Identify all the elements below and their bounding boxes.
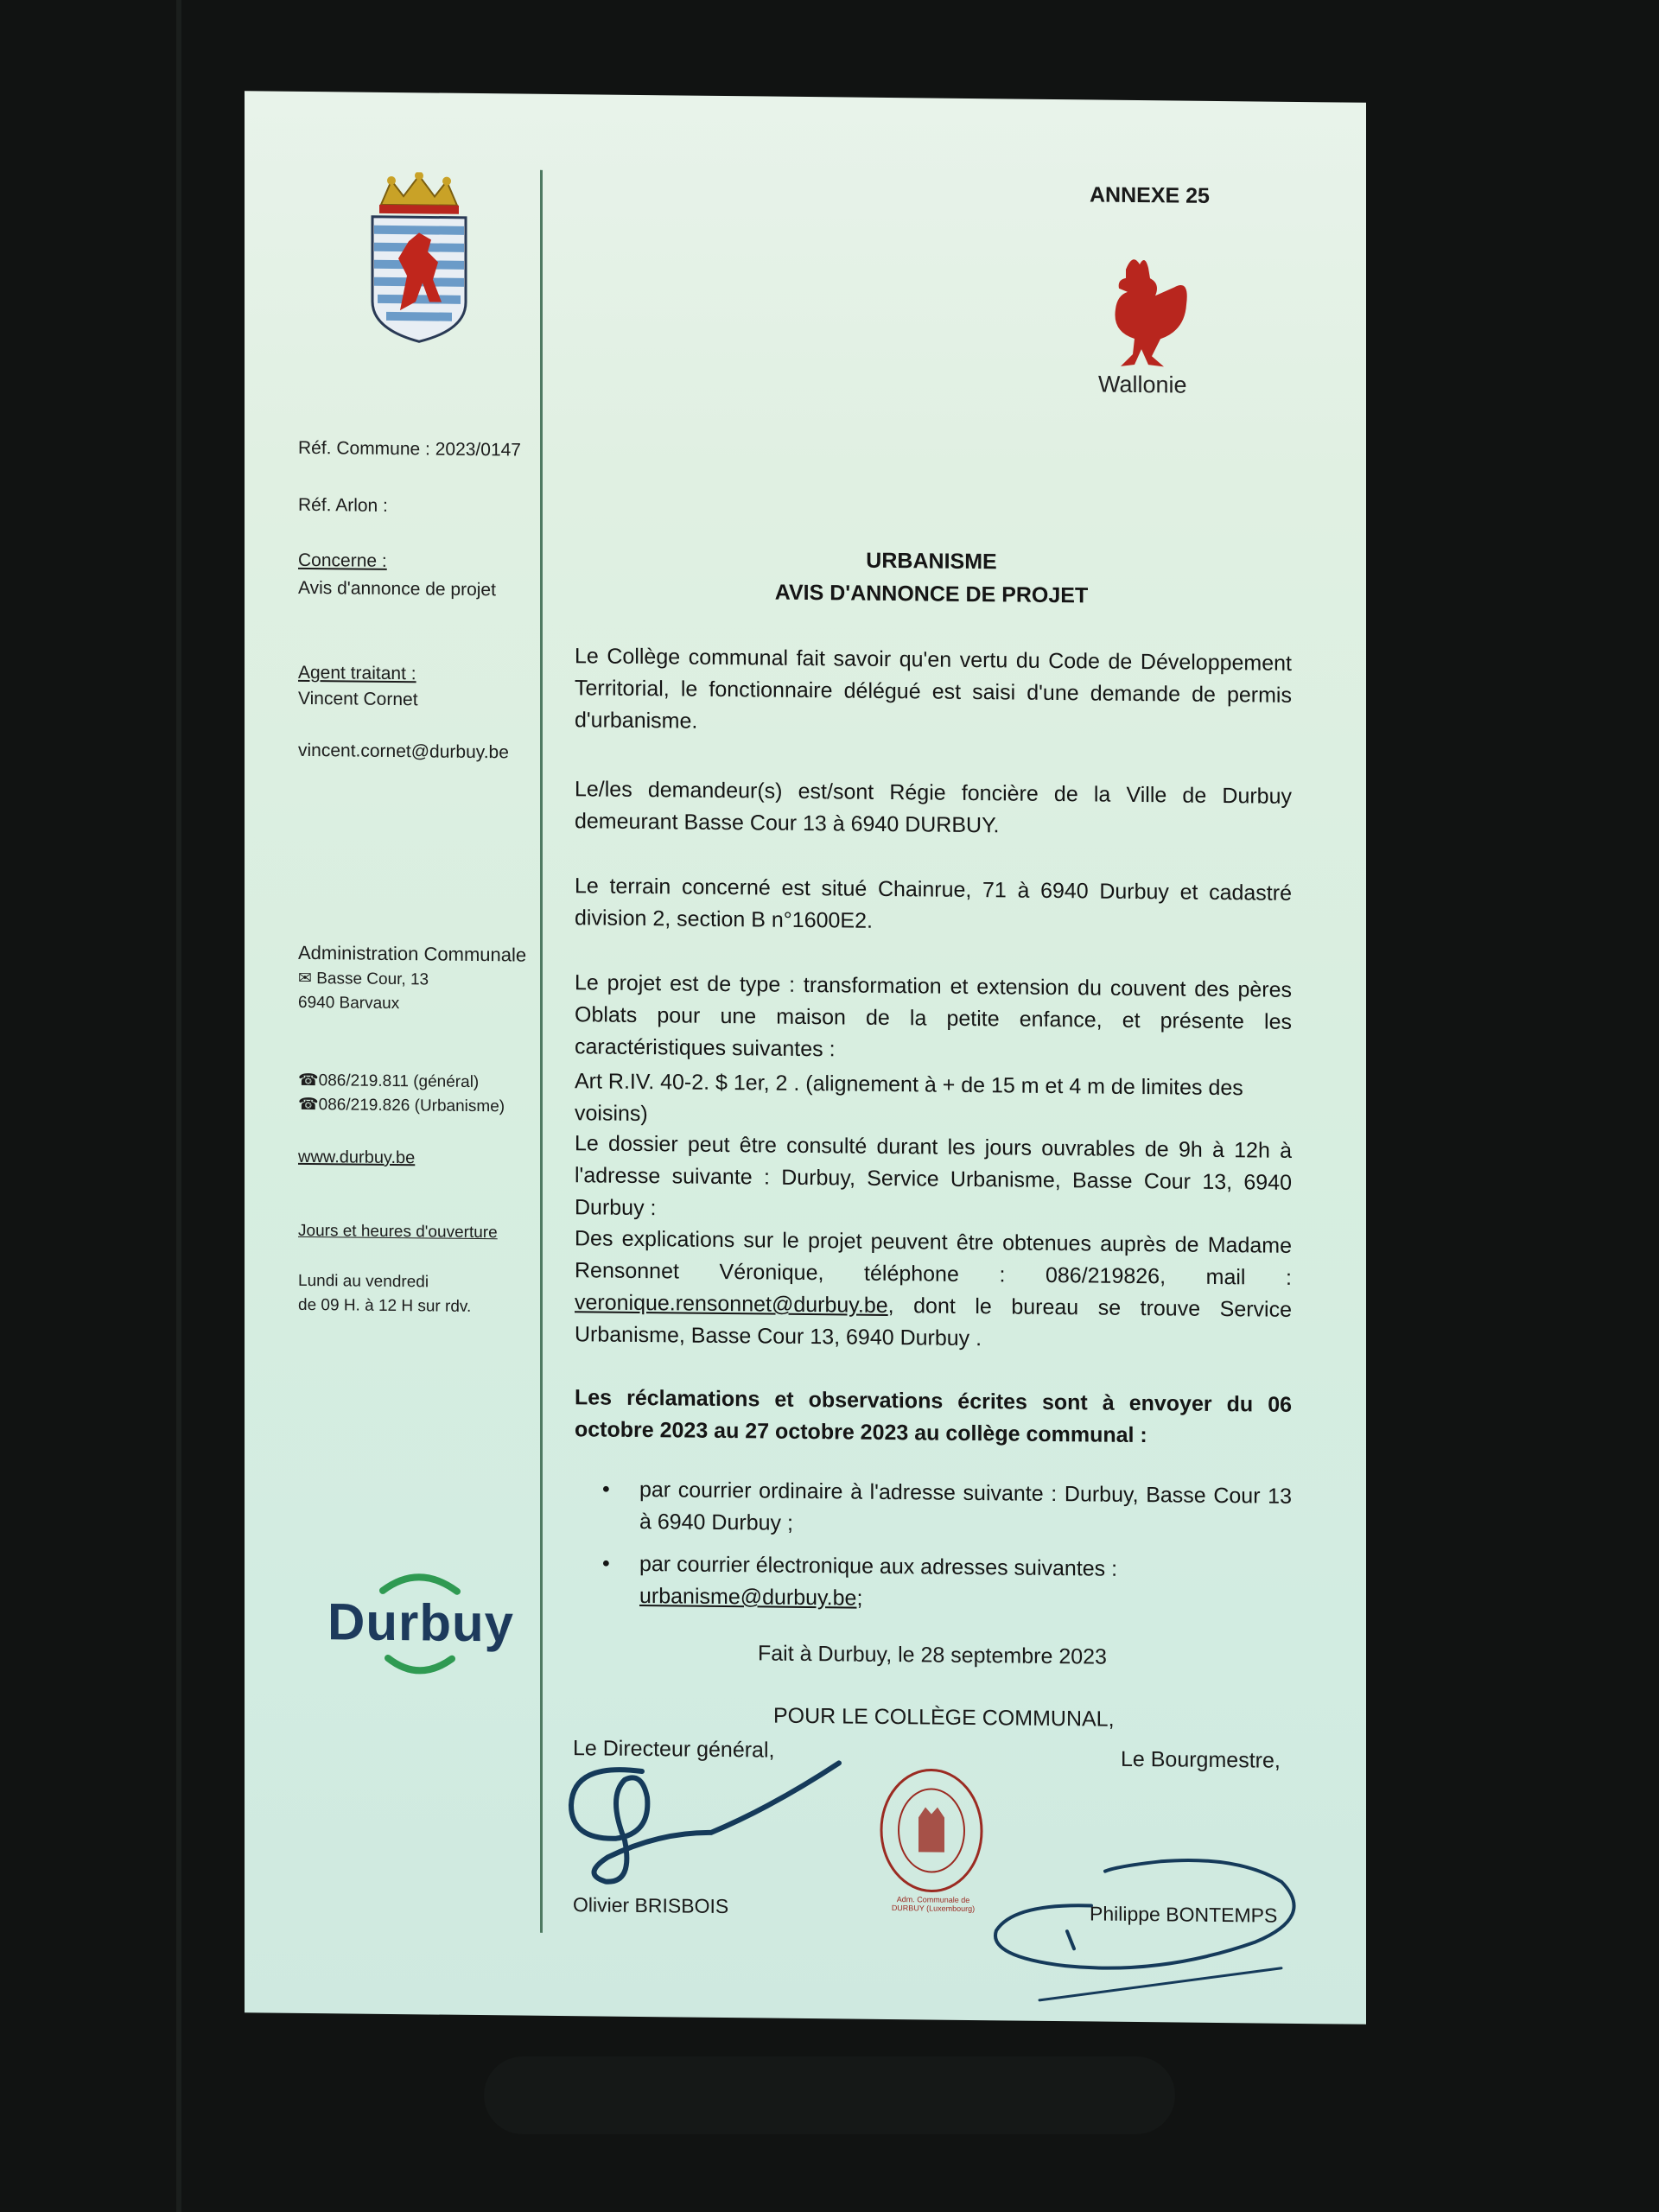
paragraph-3: Le terrain concerné est situé Chainrue, 71 à 6940 Durbuy et cadastré division 2, section B n°1600E2. bbox=[575, 874, 1292, 933]
directeur-name: Olivier BRISBOIS bbox=[573, 1893, 729, 1918]
phone-general-text: 086/219.811 (général) bbox=[318, 1071, 480, 1092]
hours-label: Jours et heures d'ouverture bbox=[298, 1221, 498, 1243]
bullet-item-courrier bbox=[575, 1473, 1292, 1545]
hours-line2: de 09 H. à 12 H sur rdv. bbox=[298, 1295, 472, 1316]
phone-urbanisme-text: 086/219.826 (Urbanisme) bbox=[318, 1096, 505, 1116]
paragraph-5: Le dossier peut être consulté durant les jours ouvrables de 9h à 12h à l'adresse suivante : Durbuy, Service Urbanisme, Basse Cour 13, 6940 Durbuy : bbox=[575, 1131, 1292, 1221]
wallonie-label: Wallonie bbox=[1098, 371, 1187, 398]
phone-icon: ☎ bbox=[298, 1095, 319, 1115]
paragraph-2: Le/les demandeur(s) est/sont Régie foncière de la Ville de Durbuy demeurant Basse Cour 13 à 6940 DURBUY. bbox=[575, 777, 1292, 838]
concerne-label: Concerne : bbox=[298, 550, 387, 571]
bourgmestre-label: Le Bourgmestre, bbox=[1121, 1746, 1281, 1773]
directeur-label: Le Directeur général, bbox=[573, 1736, 775, 1763]
bullet-list bbox=[575, 1473, 1292, 1630]
concerne-value: Avis d'annonce de projet bbox=[298, 577, 496, 601]
paragraph-6-text: Des explications sur le projet peuvent être obtenues auprès de Madame Rensonnet Véronique, téléphone : 086/219826, mail : bbox=[575, 1226, 1292, 1290]
bullet-2-text: par courrier électronique aux adresses suivantes : bbox=[639, 1551, 1118, 1581]
reclamations-text: Les réclamations et observations écrites sont à envoyer du 06 octobre 2023 au 27 octobre 2023 au collège communal : bbox=[575, 1385, 1292, 1448]
email-link-urbanisme[interactable]: urbanisme@durbuy.be bbox=[639, 1583, 857, 1611]
document-page bbox=[245, 91, 1366, 2024]
fait-a: Fait à Durbuy, le 28 septembre 2023 bbox=[758, 1641, 1107, 1669]
paragraph-4b: Art R.IV. 40-2. $ 1er, 2 . (alignement à + de 15 m et 4 m de limites des voisins) bbox=[575, 1069, 1243, 1127]
official-seal-icon bbox=[875, 1765, 988, 1896]
admin-address-line1: Basse Cour, 13 bbox=[316, 969, 429, 989]
mail-icon: ✉ bbox=[298, 969, 312, 988]
bourgmestre-name: Philippe BONTEMPS bbox=[1090, 1902, 1278, 1927]
annex-label: ANNEXE 25 bbox=[1090, 182, 1210, 208]
wallonie-rooster-icon bbox=[1100, 252, 1195, 374]
hours-line1: Lundi au vendredi bbox=[298, 1271, 429, 1292]
bullet-dot: • bbox=[602, 1477, 610, 1502]
title-avis: AVIS D'ANNONCE DE PROJET bbox=[774, 580, 1089, 608]
durbuy-logo-text: Durbuy bbox=[327, 1592, 514, 1653]
bullet-item-electronique bbox=[575, 1548, 1292, 1619]
pour-college: POUR LE COLLÈGE COMMUNAL, bbox=[773, 1703, 1115, 1732]
paragraph-6 bbox=[575, 1223, 1292, 1358]
ref-arlon: Réf. Arlon : bbox=[298, 494, 388, 516]
ref-commune: Réf. Commune : 2023/0147 bbox=[298, 437, 521, 461]
title-urbanisme: URBANISME bbox=[866, 548, 997, 575]
paragraph-4a: Le projet est de type : transformation et extension du couvent des pères Oblats pour une maison de la petite enfance, et présente les caractéristiques suivantes : bbox=[575, 970, 1292, 1062]
paragraph-1: Le Collège communal fait savoir qu'en vertu du Code de Développement Territorial, le fonctionnaire délégué est saisi d'une demande de permis d'urbanisme. bbox=[575, 644, 1292, 734]
bullet-1-text: par courrier ordinaire à l'adresse suivante : Durbuy, Basse Cour 13 à 6940 Durbuy ; bbox=[639, 1477, 1292, 1535]
admin-address bbox=[298, 966, 429, 994]
agent-email[interactable]: vincent.cornet@durbuy.be bbox=[298, 740, 509, 763]
paragraph-6-end: , dont le bureau se trouve Service Urbanisme, Basse Cour 13, 6940 Durbuy . bbox=[575, 1294, 1292, 1351]
phone-urbanisme bbox=[298, 1092, 505, 1121]
coat-of-arms-icon bbox=[365, 172, 473, 346]
device-frame-edge bbox=[176, 0, 181, 2212]
seal-text: Adm. Communale de DURBUY (Luxembourg) bbox=[891, 1895, 976, 1914]
phone-icon: ☎ bbox=[298, 1071, 319, 1090]
directeur-signature-icon bbox=[564, 1736, 858, 1912]
bullet-dot: • bbox=[602, 1551, 610, 1576]
agent-label: Agent traitant : bbox=[298, 662, 416, 684]
sidebar-divider bbox=[540, 170, 543, 1933]
agent-name: Vincent Cornet bbox=[298, 688, 418, 710]
bullet-2-end: ; bbox=[856, 1586, 863, 1611]
admin-address-line2: 6940 Barvaux bbox=[298, 993, 400, 1014]
website-link[interactable]: www.durbuy.be bbox=[298, 1147, 416, 1168]
device-shadow bbox=[484, 2056, 1175, 2134]
admin-name: Administration Communale bbox=[298, 941, 527, 966]
email-link-veronique[interactable]: veronique.rensonnet@durbuy.be bbox=[575, 1290, 888, 1319]
